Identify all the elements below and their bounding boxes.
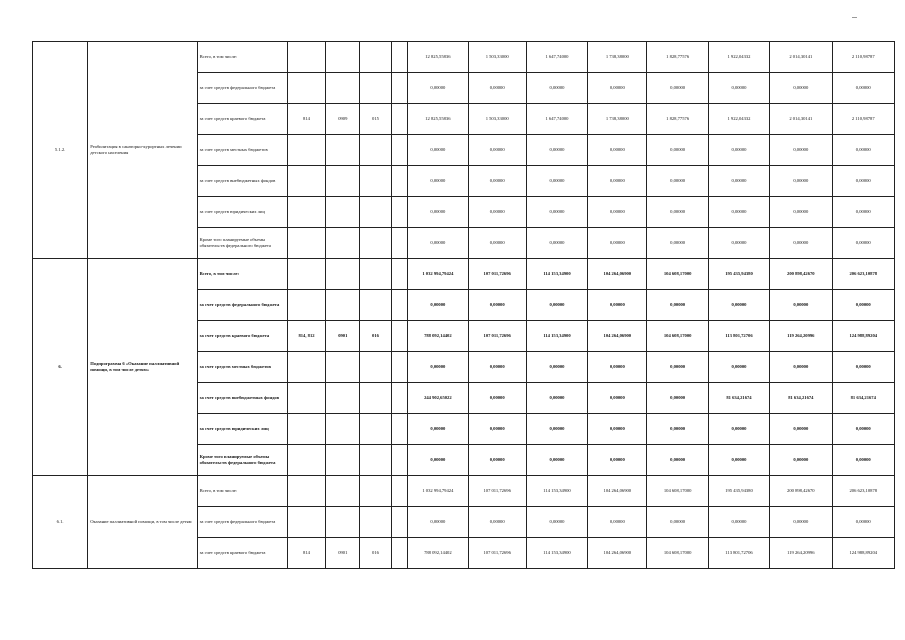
- csr-code: [360, 73, 392, 104]
- amount-year: 119 264,20996: [770, 538, 832, 569]
- rzpr-code: [326, 166, 360, 197]
- grbs-code: [287, 197, 326, 228]
- amount-year: 0,00000: [588, 352, 647, 383]
- amount-year: 114 153,34900: [526, 476, 587, 507]
- amount-year: 104 608,17000: [647, 538, 708, 569]
- vr-code: [391, 476, 407, 507]
- amount-total: 1 032 994,79424: [408, 476, 468, 507]
- grbs-code: [287, 290, 326, 321]
- grbs-code: 814: [287, 104, 326, 135]
- section-name: Подпрограмма 6 «Оказание паллиативной помощи, в том числе детям»: [88, 259, 197, 476]
- amount-total: 1 032 994,79424: [408, 259, 468, 290]
- amount-year: 113 801,72706: [708, 538, 769, 569]
- amount-total: 0,00000: [408, 507, 468, 538]
- amount-year: 0,00000: [468, 197, 526, 228]
- rzpr-code: [326, 135, 360, 166]
- funding-source: Всего, в том числе:: [197, 476, 287, 507]
- amount-year: 0,00000: [468, 166, 526, 197]
- amount-year: 0,00000: [708, 445, 769, 476]
- amount-year: 119 264,20996: [770, 321, 832, 352]
- grbs-code: [287, 383, 326, 414]
- grbs-code: [287, 259, 326, 290]
- amount-year: 124 988,89204: [832, 538, 895, 569]
- amount-total: 0,00000: [408, 135, 468, 166]
- amount-year: 2 110,98787: [832, 104, 895, 135]
- rzpr-code: 0901: [326, 538, 360, 569]
- amount-year: 0,00000: [588, 383, 647, 414]
- amount-year: 2 014,30141: [770, 104, 832, 135]
- amount-year: 0,00000: [526, 228, 587, 259]
- amount-year: 0,00000: [588, 73, 647, 104]
- amount-year: 1 647,74000: [526, 42, 587, 73]
- amount-year: 0,00000: [708, 290, 769, 321]
- vr-code: [391, 259, 407, 290]
- amount-total: 0,00000: [408, 166, 468, 197]
- corner-mark: [852, 17, 857, 18]
- rzpr-code: [326, 42, 360, 73]
- vr-code: [391, 414, 407, 445]
- amount-year: 0,00000: [770, 352, 832, 383]
- vr-code: [391, 352, 407, 383]
- amount-year: 0,00000: [832, 352, 895, 383]
- amount-year: 0,00000: [708, 352, 769, 383]
- funding-source: за счет средств юридических лиц: [197, 197, 287, 228]
- amount-year: 0,00000: [647, 135, 708, 166]
- amount-year: 104 264,06900: [588, 321, 647, 352]
- amount-year: 0,00000: [647, 166, 708, 197]
- amount-year: 0,00000: [526, 73, 587, 104]
- amount-total: 244 902,65022: [408, 383, 468, 414]
- amount-year: 104 608,17000: [647, 476, 708, 507]
- amount-total: 0,00000: [408, 352, 468, 383]
- amount-year: 104 264,06900: [588, 259, 647, 290]
- grbs-code: [287, 507, 326, 538]
- amount-year: 0,00000: [526, 352, 587, 383]
- amount-total: 0,00000: [408, 73, 468, 104]
- rzpr-code: [326, 197, 360, 228]
- amount-year: 81 634,21674: [708, 383, 769, 414]
- amount-total: 788 092,14402: [408, 321, 468, 352]
- amount-year: 107 011,72696: [468, 476, 526, 507]
- amount-year: 0,00000: [526, 445, 587, 476]
- amount-year: 0,00000: [708, 507, 769, 538]
- rzpr-code: [326, 73, 360, 104]
- csr-code: [360, 197, 392, 228]
- rzpr-code: [326, 476, 360, 507]
- amount-year: 0,00000: [832, 166, 895, 197]
- amount-year: 0,00000: [468, 290, 526, 321]
- vr-code: [391, 383, 407, 414]
- rzpr-code: [326, 352, 360, 383]
- grbs-code: [287, 352, 326, 383]
- amount-year: 0,00000: [468, 507, 526, 538]
- section-name: Оказание паллиативной помощи, в том числе детям: [88, 476, 197, 569]
- csr-code: [360, 42, 392, 73]
- amount-year: 0,00000: [770, 228, 832, 259]
- csr-code: 015: [360, 104, 392, 135]
- amount-year: 0,00000: [770, 445, 832, 476]
- grbs-code: [287, 228, 326, 259]
- rzpr-code: [326, 507, 360, 538]
- amount-year: 206 623,10878: [832, 259, 895, 290]
- rzpr-code: [326, 259, 360, 290]
- amount-year: 200 898,42670: [770, 259, 832, 290]
- amount-total: 0,00000: [408, 228, 468, 259]
- amount-year: 124 988,89204: [832, 321, 895, 352]
- csr-code: 016: [360, 321, 392, 352]
- rzpr-code: [326, 228, 360, 259]
- amount-year: 0,00000: [647, 228, 708, 259]
- amount-year: 0,00000: [832, 73, 895, 104]
- amount-year: 0,00000: [526, 507, 587, 538]
- amount-year: 0,00000: [647, 414, 708, 445]
- amount-year: 114 153,34900: [526, 538, 587, 569]
- amount-year: 0,00000: [588, 166, 647, 197]
- funding-source: за счет средств федерального бюджета: [197, 290, 287, 321]
- rzpr-code: 0909: [326, 104, 360, 135]
- vr-code: [391, 197, 407, 228]
- amount-year: 0,00000: [832, 507, 895, 538]
- grbs-code: [287, 135, 326, 166]
- amount-year: 0,00000: [647, 197, 708, 228]
- amount-year: 1 503,33000: [468, 104, 526, 135]
- amount-year: 0,00000: [708, 197, 769, 228]
- amount-year: 0,00000: [770, 73, 832, 104]
- amount-year: 0,00000: [708, 135, 769, 166]
- amount-year: 104 264,06900: [588, 538, 647, 569]
- csr-code: [360, 445, 392, 476]
- amount-year: 0,00000: [468, 445, 526, 476]
- csr-code: [360, 476, 392, 507]
- funding-source: за счет средств краевого бюджета: [197, 321, 287, 352]
- amount-year: 0,00000: [770, 507, 832, 538]
- vr-code: [391, 290, 407, 321]
- funding-source: Всего, в том числе:: [197, 42, 287, 73]
- funding-source: Кроме того планируемые объемы обязательств федерального бюджета: [197, 228, 287, 259]
- table-row: [33, 259, 895, 290]
- amount-year: 0,00000: [647, 290, 708, 321]
- funding-source: за счет средств федерального бюджета: [197, 73, 287, 104]
- amount-year: 81 634,21674: [770, 383, 832, 414]
- funding-source: за счет средств федерального бюджета: [197, 507, 287, 538]
- vr-code: [391, 507, 407, 538]
- amount-year: 0,00000: [832, 197, 895, 228]
- amount-year: 1 503,33000: [468, 42, 526, 73]
- amount-year: 0,00000: [588, 507, 647, 538]
- funding-source: за счет средств местных бюджетов: [197, 135, 287, 166]
- amount-year: 114 153,34900: [526, 321, 587, 352]
- vr-code: [391, 135, 407, 166]
- amount-year: 0,00000: [832, 228, 895, 259]
- amount-year: 1 922,04332: [708, 42, 769, 73]
- amount-year: 0,00000: [647, 73, 708, 104]
- amount-year: 0,00000: [647, 383, 708, 414]
- amount-year: 0,00000: [468, 228, 526, 259]
- funding-source: Кроме того планируемые объемы обязательств федерального бюджета: [197, 445, 287, 476]
- vr-code: [391, 166, 407, 197]
- amount-year: 114 153,34900: [526, 259, 587, 290]
- amount-total: 0,00000: [408, 445, 468, 476]
- amount-year: 1 922,04332: [708, 104, 769, 135]
- vr-code: [391, 321, 407, 352]
- amount-year: 0,00000: [770, 197, 832, 228]
- amount-year: 1 828,77576: [647, 42, 708, 73]
- amount-year: 0,00000: [526, 166, 587, 197]
- grbs-code: [287, 73, 326, 104]
- amount-year: 0,00000: [708, 73, 769, 104]
- amount-year: 2 014,30141: [770, 42, 832, 73]
- funding-source: за счет средств краевого бюджета: [197, 538, 287, 569]
- amount-total: 0,00000: [408, 197, 468, 228]
- rzpr-code: 0901: [326, 321, 360, 352]
- amount-year: 0,00000: [588, 228, 647, 259]
- funding-source: за счет средств юридических лиц: [197, 414, 287, 445]
- amount-year: 0,00000: [526, 290, 587, 321]
- amount-year: 1 828,77576: [647, 104, 708, 135]
- section-name: Реабилитация в санаторно-курортных лечении детского населения: [88, 42, 197, 259]
- amount-year: 0,00000: [526, 197, 587, 228]
- rzpr-code: [326, 383, 360, 414]
- amount-year: 0,00000: [832, 445, 895, 476]
- amount-year: 0,00000: [588, 414, 647, 445]
- amount-year: 206 623,10878: [832, 476, 895, 507]
- grbs-code: [287, 445, 326, 476]
- amount-year: 0,00000: [468, 383, 526, 414]
- amount-year: 0,00000: [588, 290, 647, 321]
- vr-code: [391, 42, 407, 73]
- amount-year: 0,00000: [770, 166, 832, 197]
- amount-year: 0,00000: [832, 135, 895, 166]
- amount-year: 1 738,38000: [588, 42, 647, 73]
- amount-year: 0,00000: [588, 135, 647, 166]
- amount-total: 12 825,55836: [408, 42, 468, 73]
- amount-year: 0,00000: [708, 166, 769, 197]
- table-row: [33, 42, 895, 73]
- grbs-code: 814: [287, 538, 326, 569]
- amount-year: 195 435,94380: [708, 476, 769, 507]
- grbs-code: [287, 414, 326, 445]
- amount-year: 2 110,98787: [832, 42, 895, 73]
- csr-code: [360, 507, 392, 538]
- amount-year: 107 011,72696: [468, 259, 526, 290]
- rzpr-code: [326, 414, 360, 445]
- vr-code: [391, 538, 407, 569]
- rzpr-code: [326, 290, 360, 321]
- amount-total: 788 092,14402: [408, 538, 468, 569]
- amount-year: 0,00000: [647, 352, 708, 383]
- csr-code: [360, 290, 392, 321]
- amount-year: 0,00000: [770, 135, 832, 166]
- amount-year: 0,00000: [468, 352, 526, 383]
- grbs-code: [287, 166, 326, 197]
- amount-year: 0,00000: [708, 228, 769, 259]
- csr-code: [360, 259, 392, 290]
- amount-year: 104 608,17000: [647, 259, 708, 290]
- amount-year: 1 738,38000: [588, 104, 647, 135]
- amount-year: 104 264,06900: [588, 476, 647, 507]
- vr-code: [391, 228, 407, 259]
- vr-code: [391, 104, 407, 135]
- section-number: 6.1.: [33, 476, 88, 569]
- amount-total: 0,00000: [408, 414, 468, 445]
- budget-table-sheet: [32, 41, 895, 569]
- amount-year: 0,00000: [647, 445, 708, 476]
- csr-code: [360, 135, 392, 166]
- amount-year: 107 011,72696: [468, 321, 526, 352]
- amount-year: 195 435,94380: [708, 259, 769, 290]
- csr-code: 016: [360, 538, 392, 569]
- amount-year: 0,00000: [770, 414, 832, 445]
- amount-year: 104 608,17000: [647, 321, 708, 352]
- grbs-code: [287, 476, 326, 507]
- amount-year: 0,00000: [526, 414, 587, 445]
- csr-code: [360, 352, 392, 383]
- amount-year: 0,00000: [468, 414, 526, 445]
- section-number: 5.1.2.: [33, 42, 88, 259]
- grbs-code: [287, 42, 326, 73]
- funding-source: за счет средств внебюджетных фондов: [197, 383, 287, 414]
- amount-year: 107 011,72696: [468, 538, 526, 569]
- funding-source: Всего, в том числе:: [197, 259, 287, 290]
- amount-year: 0,00000: [526, 383, 587, 414]
- amount-year: 0,00000: [468, 135, 526, 166]
- section-number: 6.: [33, 259, 88, 476]
- amount-year: 1 647,74000: [526, 104, 587, 135]
- vr-code: [391, 73, 407, 104]
- amount-year: 113 801,72706: [708, 321, 769, 352]
- rzpr-code: [326, 445, 360, 476]
- amount-year: 0,00000: [526, 135, 587, 166]
- amount-year: 0,00000: [468, 73, 526, 104]
- amount-year: 0,00000: [708, 414, 769, 445]
- csr-code: [360, 383, 392, 414]
- amount-year: 200 898,42670: [770, 476, 832, 507]
- funding-source: за счет средств краевого бюджета: [197, 104, 287, 135]
- amount-year: 0,00000: [832, 290, 895, 321]
- csr-code: [360, 228, 392, 259]
- funding-source: за счет средств внебюджетных фондов: [197, 166, 287, 197]
- amount-total: 12 825,55836: [408, 104, 468, 135]
- amount-year: 0,00000: [588, 197, 647, 228]
- csr-code: [360, 166, 392, 197]
- grbs-code: 814, 812: [287, 321, 326, 352]
- amount-year: 0,00000: [588, 445, 647, 476]
- funding-source: за счет средств местных бюджетов: [197, 352, 287, 383]
- csr-code: [360, 414, 392, 445]
- amount-year: 0,00000: [770, 290, 832, 321]
- budget-table: [32, 41, 895, 569]
- amount-year: 0,00000: [647, 507, 708, 538]
- amount-year: 81 634,21674: [832, 383, 895, 414]
- amount-year: 0,00000: [832, 414, 895, 445]
- vr-code: [391, 445, 407, 476]
- table-row: [33, 476, 895, 507]
- amount-total: 0,00000: [408, 290, 468, 321]
